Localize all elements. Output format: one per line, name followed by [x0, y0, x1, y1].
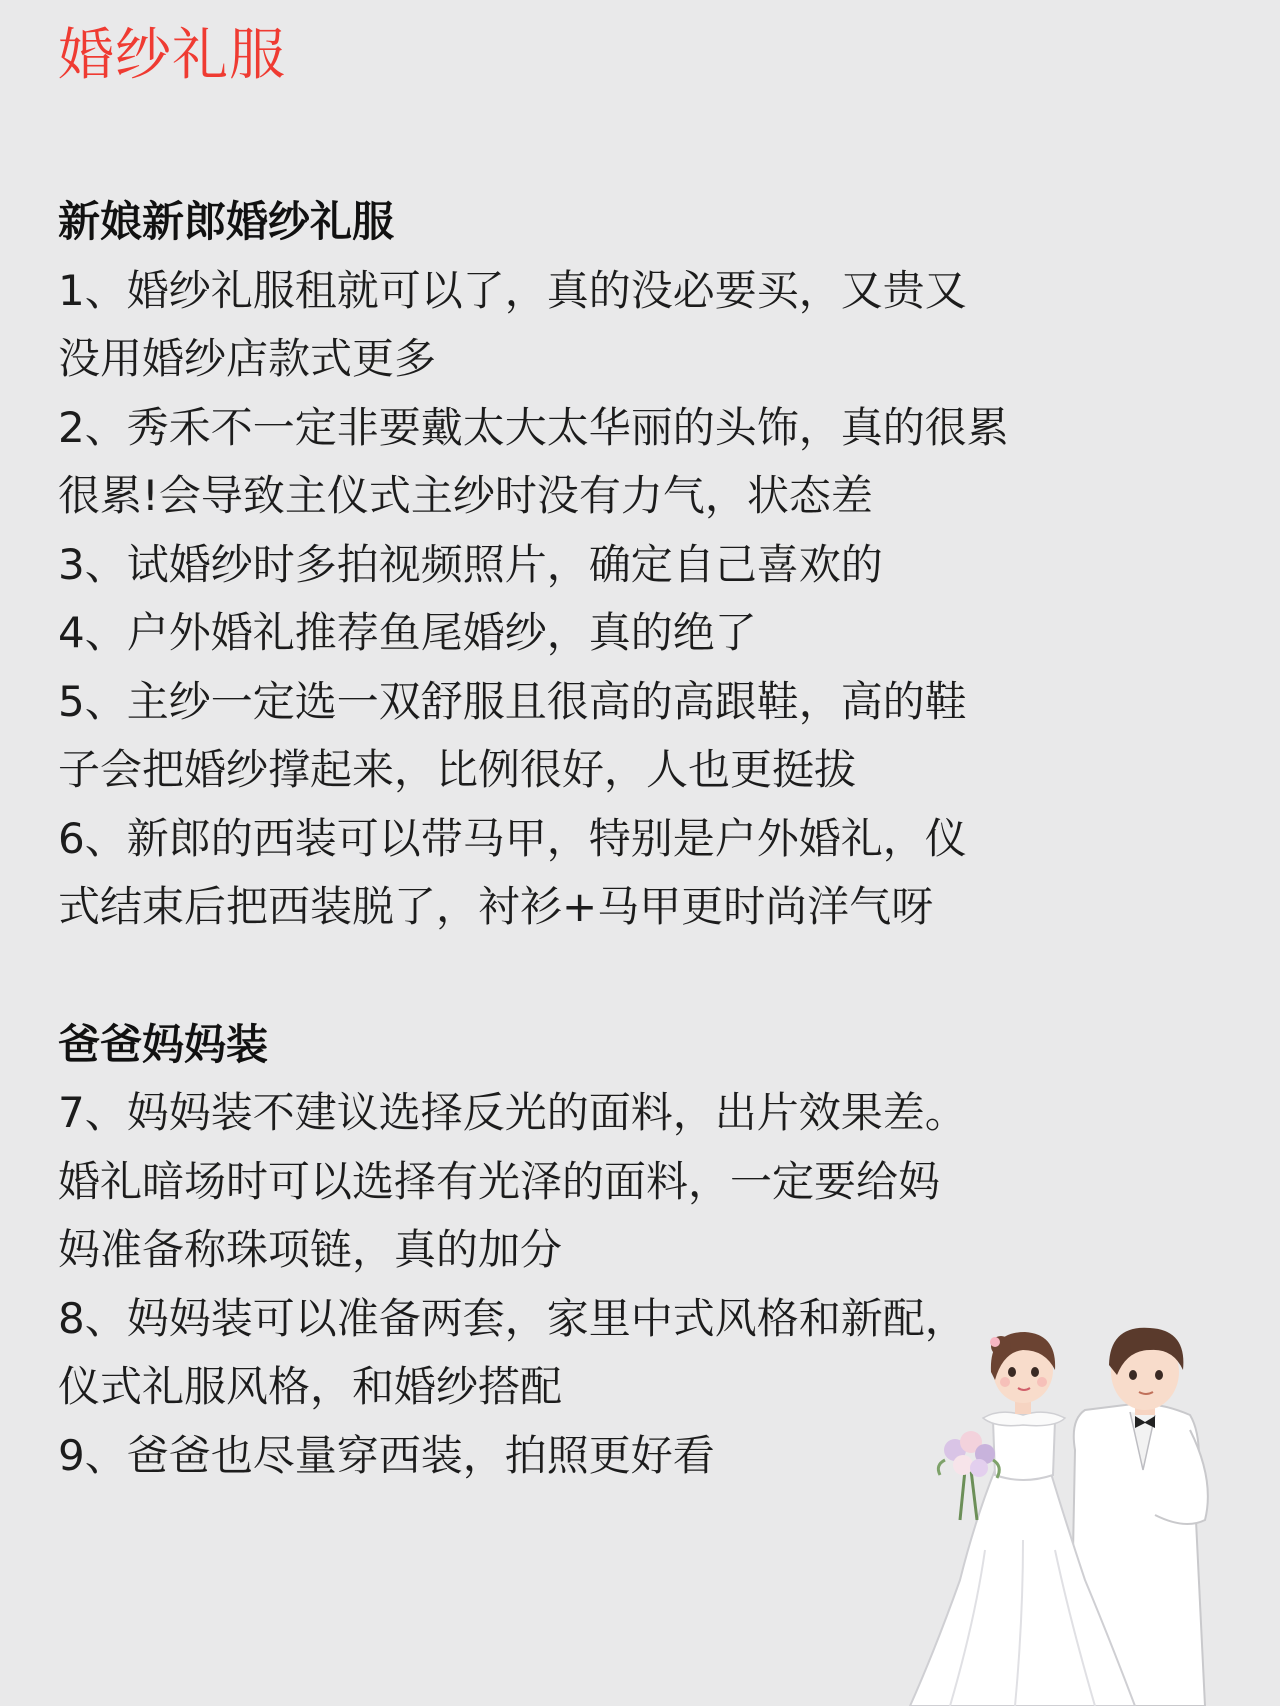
list-item: 9、爸爸也尽量穿西装，拍照更好看 — [58, 1430, 715, 1480]
list-item: 8、妈妈装可以准备两套，家里中式风格和新配，仪式礼服风格，和婚纱搭配 — [58, 1293, 967, 1411]
list-item: 6、新郎的西装可以带马甲，特别是户外婚礼，仪式结束后把西装脱了，衬衫+马甲更时尚洋气呀 — [58, 813, 967, 931]
article-body — [58, 188, 1058, 1490]
list-item: 1、婚纱礼服租就可以了，真的没必要买，又贵又没用婚纱店款式更多 — [58, 265, 967, 383]
section-heading-bride-groom: 新娘新郎婚纱礼服 — [58, 197, 395, 246]
list-item: 7、妈妈装不建议选择反光的面料，出片效果差。婚礼暗场时可以选择有光泽的面料，一定要给妈妈准备称珠项链，真的加分 — [58, 1088, 967, 1274]
list-item: 4、户外婚礼推荐鱼尾婚纱，真的绝了 — [58, 608, 757, 657]
section-gap — [58, 942, 1058, 1011]
page-title: 婚纱礼服 — [58, 23, 286, 88]
wedding-couple-illustration-icon — [905, 1320, 1245, 1706]
list-item: 2、秀禾不一定非要戴太大太华丽的头饰，真的很累很累!会导致主仪式主纱时没有力气，状态差 — [58, 402, 1009, 520]
section-heading-parents: 爸爸妈妈装 — [58, 1019, 269, 1069]
list-item: 3、试婚纱时多拍视频照片，确定自己喜欢的 — [58, 539, 883, 589]
list-item: 5、主纱一定选一双舒服且很高的高跟鞋，高的鞋子会把婚纱撑起来，比例很好，人也更挺拔 — [58, 676, 967, 794]
